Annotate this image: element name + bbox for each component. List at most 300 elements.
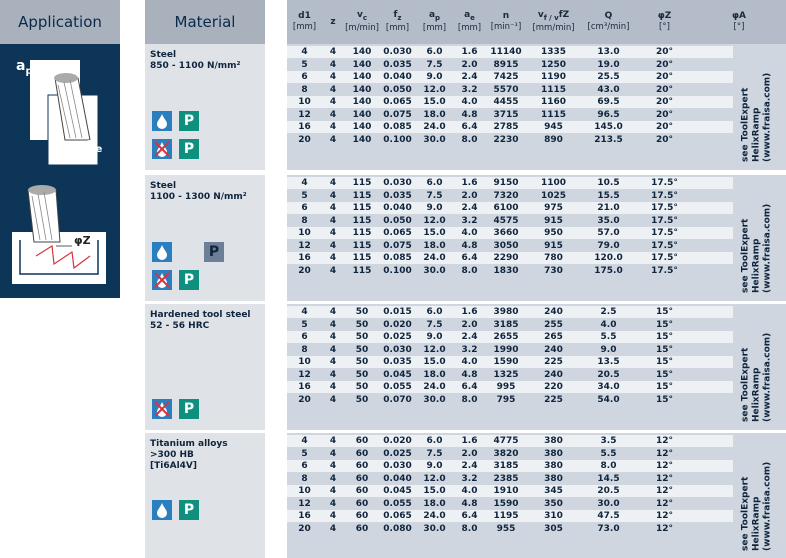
table-row [287, 84, 733, 96]
table-cell: 140 [352, 97, 372, 107]
table-cell: 0.040 [383, 473, 412, 484]
table-cell: 20 [298, 134, 311, 145]
material-header: Material [145, 0, 265, 44]
table-cell: 8.0 [461, 523, 478, 534]
table-cell: 4 [329, 486, 337, 496]
table-cell: 9.0 [600, 344, 617, 355]
table-cell: 4 [301, 307, 308, 317]
table-cell: 0.065 [383, 511, 412, 521]
table-cell: 780 [544, 253, 563, 263]
dry-icon [152, 399, 172, 419]
data-block [287, 433, 786, 558]
column-header-unit: [mm] [422, 23, 447, 34]
table-cell: 3050 [493, 240, 519, 251]
material-cell [145, 304, 265, 430]
table-cell: 1195 [493, 511, 519, 521]
table-cell: 2230 [493, 134, 519, 145]
table-cell: 4.0 [461, 228, 478, 238]
table-cell: 4 [329, 47, 337, 57]
table-cell: 20 [298, 265, 311, 276]
table-cell: 0.030 [383, 178, 412, 188]
table-cell: 310 [544, 511, 563, 521]
table-cell: 9.0 [426, 72, 443, 82]
table-cell: 890 [544, 134, 563, 145]
table-cell: 24.0 [423, 382, 446, 392]
table-cell: 12° [655, 511, 674, 521]
table-cell: 9150 [493, 178, 519, 188]
table-cell: 1160 [540, 97, 567, 107]
table-cell: 5 [301, 319, 308, 330]
table-cell: 6.0 [426, 47, 443, 57]
table-cell: 60 [355, 448, 369, 459]
table-cell: 4 [329, 394, 337, 405]
column-header-text: d1 [298, 11, 311, 21]
table-cell: 15.0 [423, 357, 446, 367]
table-cell: 6.4 [461, 253, 478, 263]
table-cell: 2.0 [461, 190, 478, 201]
table-cell: 60 [355, 436, 369, 446]
table-cell: 14.5 [597, 473, 620, 484]
data-block [287, 175, 786, 301]
material-cell [145, 433, 265, 558]
crossed-droplet-icon [152, 270, 172, 290]
ramp-cutter-top [28, 185, 56, 195]
table-cell: 380 [544, 461, 563, 471]
table-cell: 17.5° [651, 240, 678, 251]
table-cell: 1590 [493, 498, 519, 509]
table-cell: 8.0 [461, 265, 478, 276]
column-header-text: n [502, 11, 510, 21]
table-cell: 3980 [493, 307, 519, 317]
table-cell: 50 [355, 319, 369, 330]
column-header-text: a [428, 9, 436, 20]
table-cell: 4 [329, 122, 337, 132]
table-cell: 0.050 [383, 215, 412, 226]
table-cell: 50 [355, 369, 369, 380]
table-cell: 1.6 [461, 178, 478, 188]
table-cell: 18.0 [423, 498, 446, 509]
table-cell: 4 [329, 307, 337, 317]
column-header-label [394, 10, 402, 24]
table-cell: 12° [655, 448, 674, 459]
table-cell: 0.065 [383, 228, 412, 238]
table-cell: 4 [329, 215, 337, 226]
table-cell: 0.075 [383, 240, 412, 251]
column-header-label [298, 11, 311, 22]
table-cell: 4 [301, 436, 308, 446]
table-cell: 4 [329, 511, 337, 521]
table-cell: 305 [544, 523, 563, 534]
table-cell: 6.4 [461, 382, 478, 392]
p-grade-label: P [208, 244, 220, 260]
table-cell: 2.0 [461, 448, 478, 459]
table-cell: 17.5° [651, 228, 678, 238]
column-header-label [538, 10, 569, 24]
coolant-icon [152, 111, 172, 131]
column-header-label [658, 11, 672, 22]
ae-label: $a_e$ [86, 136, 103, 155]
table-cell: 50 [355, 382, 369, 392]
table-cell: 17.5° [651, 178, 678, 188]
table-cell: 4 [329, 134, 337, 145]
crossed-droplet-icon [152, 399, 172, 419]
table-cell: 60 [355, 511, 369, 521]
table-cell: 15° [655, 344, 674, 355]
table-cell: 4 [329, 59, 337, 70]
table-cell: 115 [352, 190, 372, 201]
table-row [287, 215, 733, 227]
column-header-unit: [mm/min] [532, 23, 575, 34]
table-cell: 18.0 [423, 109, 446, 120]
ramp-cutter [28, 190, 60, 242]
table-cell: 115 [352, 228, 372, 238]
table-cell: 6.0 [426, 307, 443, 317]
table-row [287, 485, 733, 497]
table-row [287, 240, 733, 252]
table-cell: 96.5 [597, 109, 620, 120]
see-toolexpert-note: see ToolExpert HelixRamp (www.fraisa.com) [740, 72, 773, 162]
table-cell: 0.050 [383, 84, 412, 95]
table-cell: 50 [355, 332, 369, 342]
table-cell: 15.0 [423, 486, 446, 496]
table-cell: 10 [298, 228, 311, 238]
table-cell: 12.0 [423, 473, 446, 484]
table-cell: 345 [544, 486, 563, 496]
table-cell: 2290 [493, 253, 519, 263]
table-cell: 3.2 [461, 473, 478, 484]
table-row [287, 190, 733, 202]
table-cell: 0.035 [383, 357, 412, 367]
table-cell: 2385 [493, 473, 519, 484]
table-cell: 950 [544, 228, 563, 238]
table-cell: 3715 [493, 109, 519, 120]
table-cell: 60 [355, 523, 369, 534]
table-cell: 8.0 [600, 461, 617, 471]
table-cell: 4 [329, 344, 337, 355]
table-cell: 6 [301, 72, 308, 82]
column-header-unit: [min⁻¹] [490, 22, 522, 32]
table-cell: 995 [496, 382, 516, 392]
table-cell: 0.085 [383, 253, 412, 263]
table-cell: 50 [355, 307, 369, 317]
table-cell: 9.0 [426, 332, 443, 342]
table-row [287, 331, 733, 343]
table-cell: 50 [355, 394, 369, 405]
table-cell: 1100 [540, 178, 567, 188]
table-cell: 20° [655, 59, 674, 70]
table-cell: 1.6 [461, 307, 478, 317]
table-cell: 10 [298, 97, 311, 107]
table-cell: 54.0 [597, 394, 620, 405]
table-cell: 0.075 [383, 109, 412, 120]
table-cell: 795 [496, 394, 516, 405]
table-cell: 3660 [493, 228, 519, 238]
droplet-icon [152, 111, 172, 131]
table-cell: 19.0 [597, 59, 620, 70]
table-cell: 1.6 [461, 47, 478, 57]
column-header-text: v [356, 9, 363, 20]
table-cell: 0.030 [383, 47, 412, 57]
table-cell: 1190 [540, 72, 567, 82]
table-cell: 12° [655, 473, 674, 484]
table-cell: 1325 [493, 369, 519, 380]
table-cell: 20° [655, 72, 674, 82]
table-cell: 2.4 [461, 332, 478, 342]
column-header-text: Q [604, 11, 613, 21]
column-header-unit: [mm] [292, 22, 317, 32]
table-cell: 2.0 [461, 319, 478, 330]
table-cell: 34.0 [597, 382, 620, 392]
table-cell: 915 [544, 215, 563, 226]
table-cell: 1910 [493, 486, 519, 496]
table-row [287, 460, 733, 472]
table-cell: 15.0 [423, 228, 446, 238]
table-cell: 6 [301, 332, 308, 342]
table-cell: 30.0 [597, 498, 620, 509]
table-cell: 3185 [493, 319, 519, 330]
table-row [287, 498, 733, 510]
table-cell: 730 [544, 265, 563, 276]
p-grade-icon [179, 399, 199, 419]
column-header-6 [485, 0, 527, 44]
table-cell: 380 [544, 473, 563, 484]
table-cell: 12° [655, 523, 674, 534]
droplet-icon [152, 500, 172, 520]
table-cell: 10 [298, 486, 311, 496]
table-cell: 4 [329, 72, 337, 82]
table-cell: 17.5° [651, 203, 678, 213]
table-cell: 5.5 [600, 332, 617, 342]
table-cell: 6.4 [461, 122, 478, 132]
table-cell: 7.5 [426, 319, 443, 330]
table-row [287, 109, 733, 121]
dry-icon [152, 270, 172, 290]
table-cell: 11140 [490, 47, 522, 57]
table-cell: 4 [329, 228, 337, 238]
table-cell: 945 [544, 122, 563, 132]
table-cell: 8.0 [461, 394, 478, 405]
table-cell: 0.015 [383, 307, 412, 317]
table-row [287, 227, 733, 239]
table-cell: 265 [544, 332, 563, 342]
table-cell: 24.0 [423, 122, 446, 132]
column-header-subscript: c [362, 13, 368, 22]
p-grade-icon [179, 139, 199, 159]
table-cell: 0.040 [383, 203, 412, 213]
table-cell: 12 [298, 369, 311, 380]
table-cell: 7.5 [426, 190, 443, 201]
table-cell: 16 [298, 382, 311, 392]
table-cell: 0.040 [383, 72, 412, 82]
table-cell: 18.0 [423, 369, 446, 380]
table-cell: 0.020 [383, 319, 412, 330]
table-cell: 2.0 [461, 59, 478, 70]
table-cell: 12 [298, 240, 311, 251]
column-header-unit: [°] [659, 22, 670, 32]
table-cell: 4 [329, 382, 337, 392]
table-cell: 4 [329, 319, 337, 330]
column-header-label [605, 11, 613, 22]
table-cell: 2.4 [461, 203, 478, 213]
table-cell: 50 [355, 357, 369, 367]
p-grade-label: P [183, 113, 195, 129]
column-header-5 [454, 0, 485, 44]
table-cell: 4 [329, 448, 337, 459]
table-cell: 4 [329, 461, 337, 471]
table-cell: 12.0 [423, 215, 446, 226]
table-cell: 2.5 [600, 307, 617, 317]
p-grade-label: P [183, 401, 195, 417]
table-cell: 57.0 [597, 228, 620, 238]
table-cell: 8.0 [461, 134, 478, 145]
data-block [287, 44, 786, 170]
table-cell: 140 [352, 84, 372, 95]
table-cell: 4575 [493, 215, 519, 226]
column-header-label [503, 11, 509, 22]
table-row [287, 265, 733, 277]
table-cell: 15.0 [423, 97, 446, 107]
table-cell: 12 [298, 109, 311, 120]
table-cell: 4 [329, 97, 337, 107]
table-cell: 17.5° [651, 215, 678, 226]
table-cell: 6.4 [461, 511, 478, 521]
table-cell: 1115 [540, 109, 567, 120]
table-cell: 4455 [493, 97, 519, 107]
table-cell: 20° [655, 97, 674, 107]
table-cell: 4.8 [461, 240, 478, 251]
table-cell: 4 [329, 369, 337, 380]
see-toolexpert-note: see ToolExpert HelixRamp (www.fraisa.com) [740, 203, 773, 293]
table-cell: 255 [544, 319, 563, 330]
table-cell: 4 [301, 178, 308, 188]
table-cell: 6 [301, 461, 308, 471]
column-header-unit: [mm] [385, 23, 410, 34]
table-cell: 12.0 [423, 344, 446, 355]
table-cell: 60 [355, 473, 369, 484]
table-cell: 4775 [493, 436, 519, 446]
table-row [287, 177, 733, 189]
table-cell: 20° [655, 122, 674, 132]
column-header-subscript: z [397, 13, 402, 22]
table-cell: 6100 [493, 203, 519, 213]
table-cell: 25.5 [597, 72, 620, 82]
table-cell: 115 [352, 215, 372, 226]
table-cell: 975 [544, 203, 563, 213]
column-header-subscript: e [470, 13, 475, 22]
table-cell: 225 [544, 394, 563, 405]
table-cell: 16 [298, 122, 311, 132]
p-grade-label: P [183, 141, 195, 157]
table-cell: 4 [329, 436, 337, 446]
table-cell: 0.045 [383, 486, 412, 496]
table-cell: 145.0 [594, 122, 623, 132]
table-cell: 0.085 [383, 122, 412, 132]
column-header-10 [692, 0, 786, 44]
table-cell: 115 [352, 178, 372, 188]
ap-label: $a_p$ [16, 58, 33, 77]
p-grade-icon [179, 111, 199, 131]
column-headers [287, 0, 786, 44]
table-cell: 12° [655, 486, 674, 496]
table-cell: 6 [301, 203, 308, 213]
table-cell: 0.080 [383, 523, 412, 534]
column-header-unit: [cm³/min] [587, 22, 630, 32]
table-cell: 5570 [493, 84, 519, 95]
table-cell: 12° [655, 461, 674, 471]
table-cell: 8 [301, 215, 308, 226]
table-cell: 5 [301, 448, 308, 459]
table-cell: 1115 [540, 84, 567, 95]
table-cell: 140 [352, 72, 372, 82]
table-cell: 20° [655, 134, 674, 145]
table-cell: 4 [329, 84, 337, 95]
cutter-top [54, 73, 78, 83]
table-cell: 140 [352, 47, 372, 57]
table-row [287, 319, 733, 331]
table-cell: 1.6 [461, 436, 478, 446]
table-cell: 140 [352, 109, 372, 120]
phiz-label: φZ [74, 234, 91, 247]
p-grade-icon [179, 500, 199, 520]
table-cell: 2785 [493, 122, 519, 132]
table-cell: 4 [329, 498, 337, 509]
table-cell: 140 [352, 122, 372, 132]
table-row [287, 344, 733, 356]
table-cell: 12 [298, 498, 311, 509]
table-cell: 3820 [493, 448, 519, 459]
table-cell: 225 [544, 357, 563, 367]
table-cell: 4.0 [600, 319, 617, 330]
p-grade-icon-grey [204, 242, 224, 262]
table-cell: 5.5 [600, 448, 617, 459]
table-row [287, 96, 733, 108]
table-cell: 4.0 [461, 97, 478, 107]
table-cell: 21.0 [597, 203, 620, 213]
table-cell: 3.5 [600, 436, 617, 446]
table-cell: 16 [298, 511, 311, 521]
table-cell: 60 [355, 498, 369, 509]
table-cell: 4 [329, 253, 337, 263]
table-cell: 30.0 [423, 523, 446, 534]
material-cell [145, 44, 265, 170]
table-cell: 17.5° [651, 190, 678, 201]
table-cell: 240 [544, 344, 563, 355]
column-header-text: φZ [657, 11, 672, 21]
coolant-icon [152, 242, 172, 262]
crossed-droplet-icon [152, 139, 172, 159]
table-cell: 4 [301, 47, 308, 57]
table-cell: 60 [355, 486, 369, 496]
table-cell: 4.8 [461, 369, 478, 380]
column-header-9 [637, 0, 692, 44]
application-panel [0, 44, 120, 298]
table-cell: 0.100 [383, 134, 412, 145]
column-header-unit: [m/min] [345, 23, 379, 34]
table-cell: 50 [355, 344, 369, 355]
table-cell: 3.2 [461, 84, 478, 95]
table-cell: 4 [329, 265, 337, 276]
table-cell: 24.0 [423, 511, 446, 521]
column-header-label [357, 10, 367, 24]
table-cell: 115 [352, 240, 372, 251]
column-header-1 [322, 0, 344, 44]
table-cell: 2.4 [461, 72, 478, 82]
table-row [287, 523, 733, 535]
table-cell: 5 [301, 59, 308, 70]
table-cell: 4.0 [461, 486, 478, 496]
table-cell: 3185 [493, 461, 519, 471]
column-header-8 [580, 0, 637, 44]
